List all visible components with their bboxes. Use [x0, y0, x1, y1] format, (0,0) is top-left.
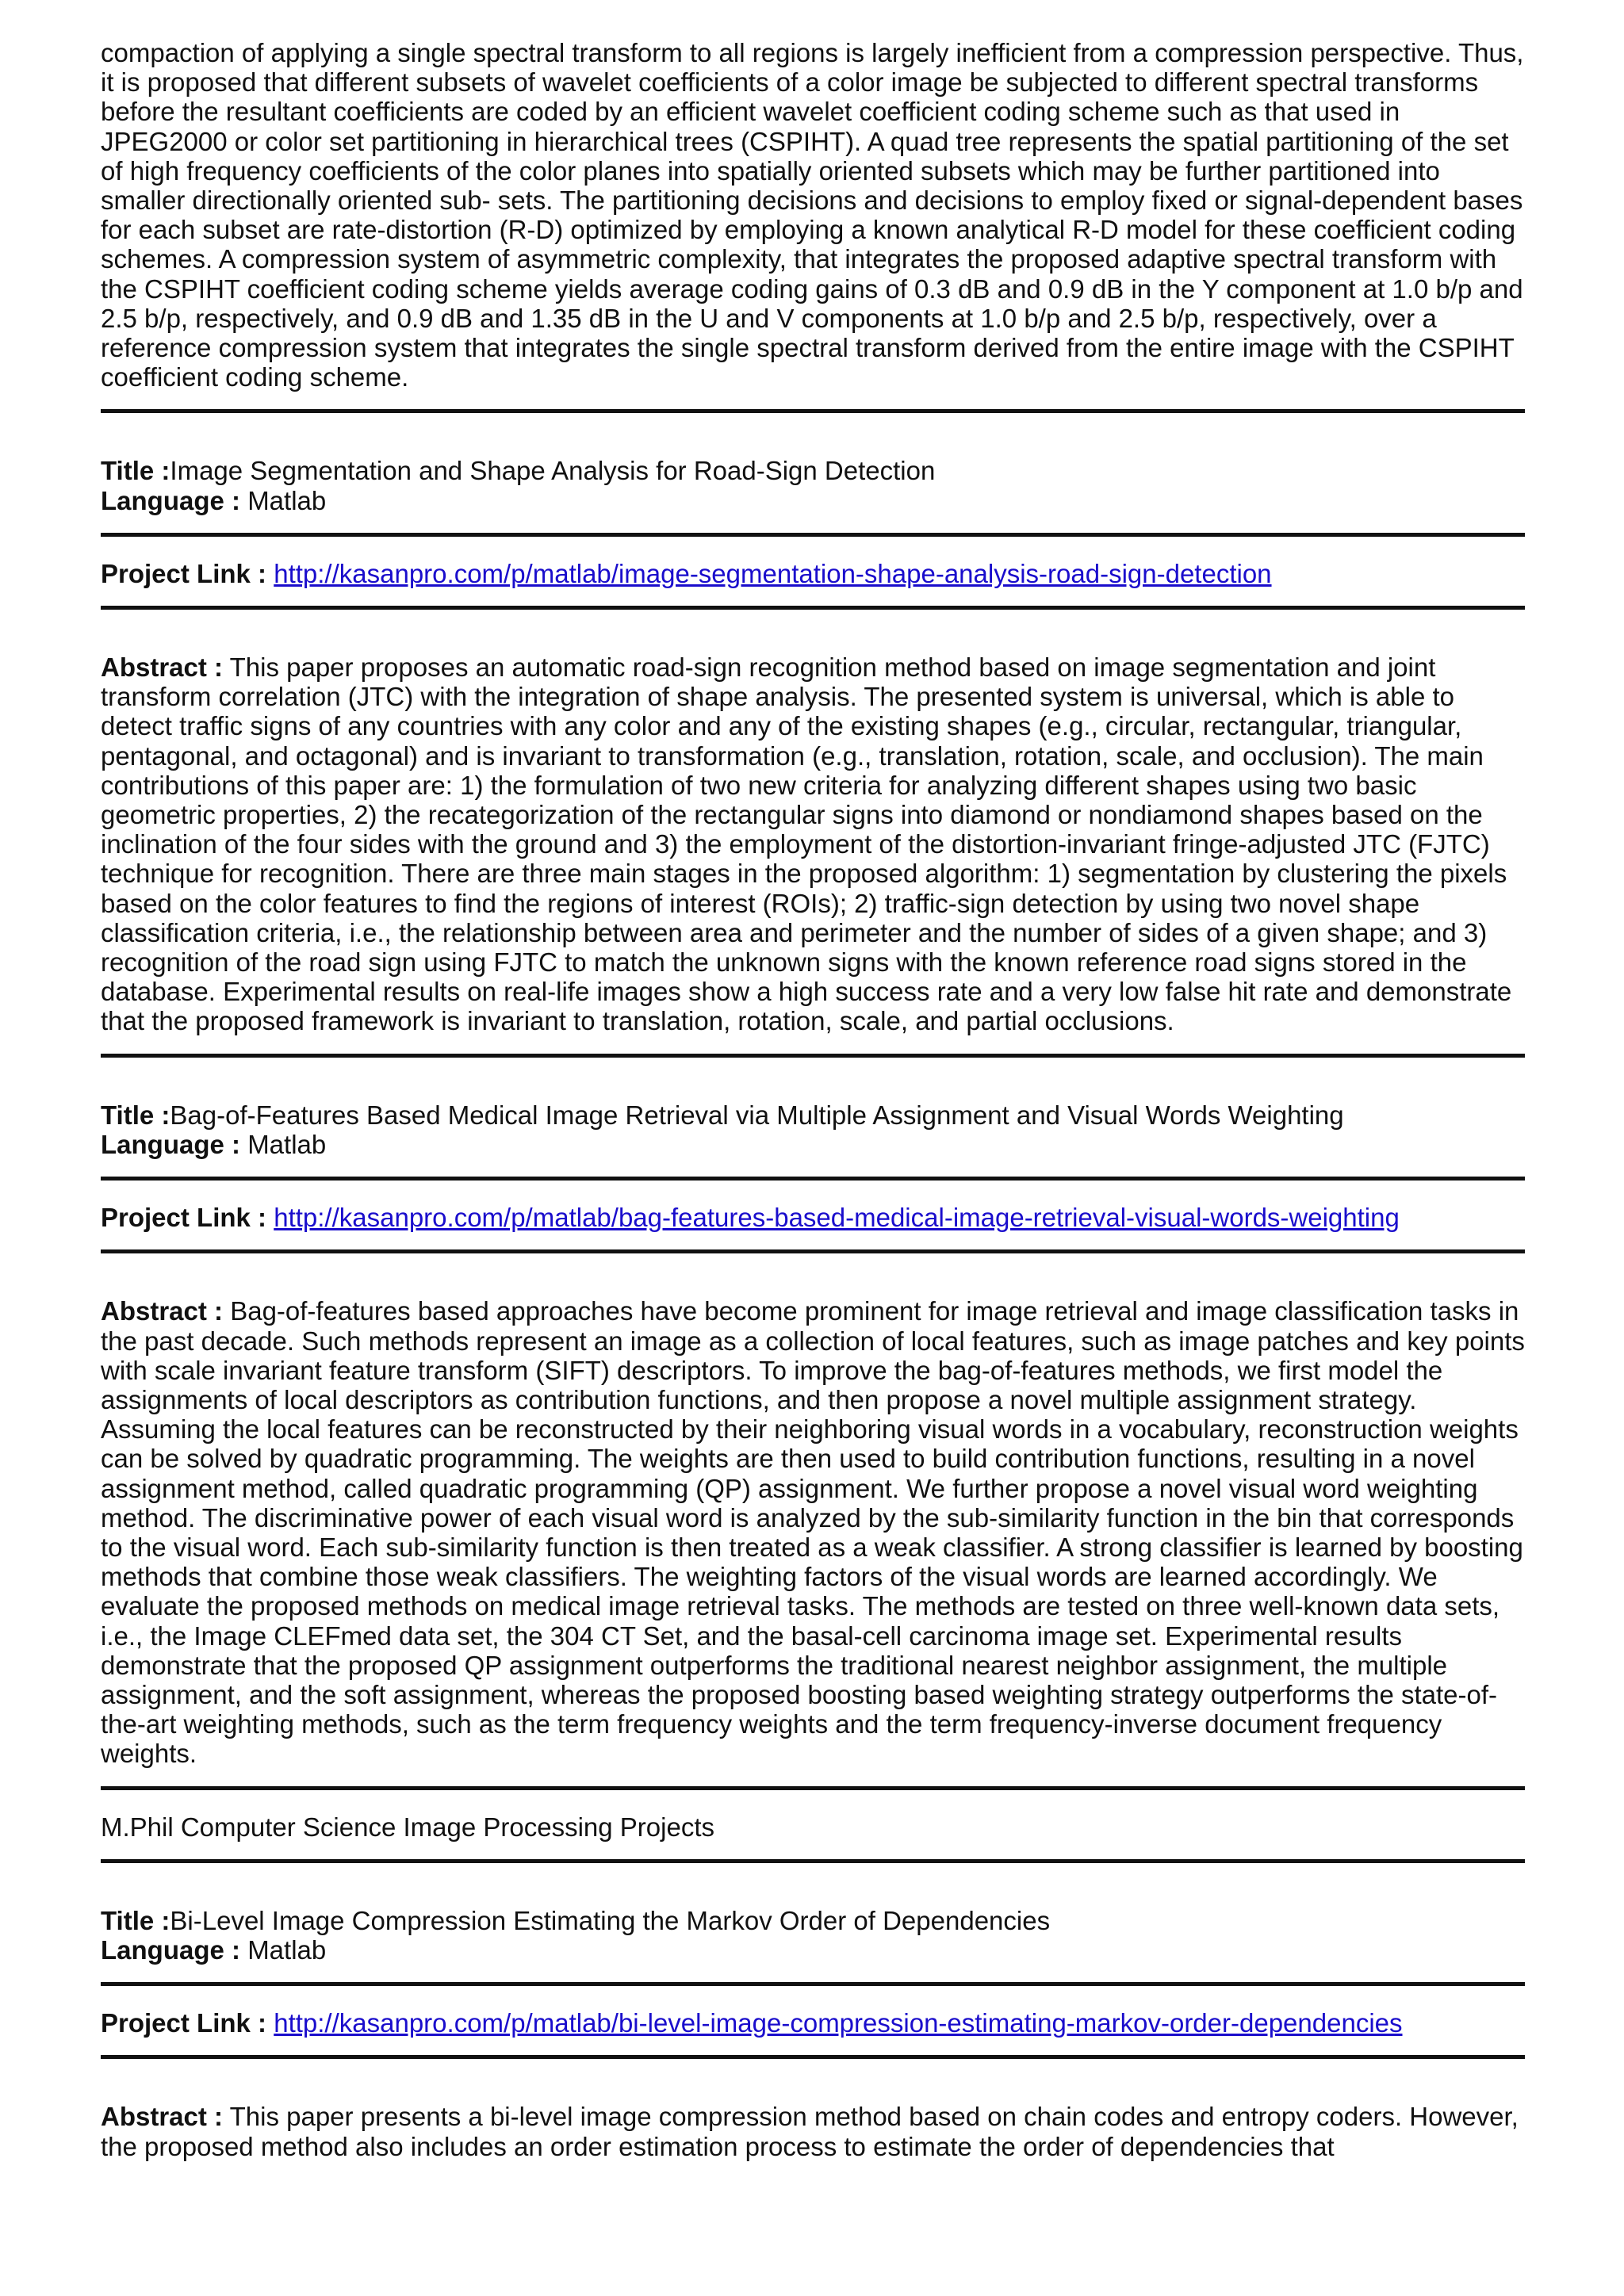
- intro-paragraph: compaction of applying a single spectral transform to all regions is largely inefficient from a compression perspective. Thus, it is proposed that different subsets of wavelet coefficients of a color image be subjected to different spectral transforms before the resultant coefficients are coded by an efficient wavelet coefficient coding scheme such as that used in JPEG2000 or color set partitioning in hierarchical trees (CSPIHT). A quad tree represents the spatial partitioning of the set of high frequency coefficients of the color planes into spatially oriented subsets which may be further partitioned into smaller directionally oriented sub- sets. The partitioning decisions and decisions to employ fixed or signal-dependent bases for each subset are rate-distortion (R-D) optimized by employing a known analytical R-D model for these coefficient coding schemes. A compression system of asymmetric complexity, that integrates the proposed adaptive spectral transform with the CSPIHT coefficient coding scheme yields average coding gains of 0.3 dB and 0.9 dB in the Y component at 1.0 b/p and 2.5 b/p, respectively, and 0.9 dB and 1.35 dB in the U and V components at 1.0 b/p and 2.5 b/p, respectively, over a reference compression system that integrates the single spectral transform derived from the entire image with the CSPIHT coefficient coding scheme.: [101, 38, 1524, 392]
- project-link[interactable]: http://kasanpro.com/p/matlab/image-segmentation-shape-analysis-road-sign-detection: [274, 558, 1272, 588]
- project-entry: [101, 456, 1525, 1057]
- project-link-label: Project Link :: [101, 558, 267, 588]
- language-label: Language :: [101, 1934, 241, 1965]
- project-link-label: Project Link :: [101, 1203, 267, 1233]
- project-link-line: [101, 2008, 1525, 2038]
- abstract-label: Abstract :: [101, 2102, 224, 2132]
- abstract-text: Bag-of-features based approaches have become prominent for image retrieval and image classification tasks in the past decade. Such methods represent an image as a collection of local features, such as image patches and key points with scale invariant feature transform (SIFT) descriptors. To improve the bag-of-features methods, we first model the assignments of local descriptors as contribution functions, and then propose a novel multiple assignment strategy. Assuming the local features can be reconstructed by their neighboring visual words in a vocabulary, reconstruction weights can be solved by quadratic programming. The weights are then used to build contribution functions, resulting in a novel assignment method, called quadratic programming (QP) assignment. We further propose a novel visual word weighting method. The discriminative power of each visual word is analyzed by the sub-similarity function in the bin that corresponds to the visual word. Each sub-similarity function is then treated as a weak classifier. A strong classifier is learned by boosting methods that combine those weak classifiers. The weighting factors of the visual words are learned accordingly. We evaluate the proposed methods on medical image retrieval tasks. The methods are tested on three well-known data sets, i.e., the Image CLEFmed data set, the 304 CT Set, and the basal-cell carcinoma image set. Experimental results demonstrate that the proposed QP assignment outperforms the traditional nearest neighbor assignment, the multiple assignment, and the soft assignment, whereas the proposed boosting based weighting strategy outperforms the state-of-the-art weighting methods, such as the term frequency weights and the term frequency-inverse document frequency weights.: [101, 1296, 1525, 1769]
- project-link[interactable]: http://kasanpro.com/p/matlab/bag-features-based-medical-image-retrieval-visual-words-weighting: [274, 1203, 1400, 1233]
- abstract-text: This paper proposes an automatic road-sign recognition method based on image segmentation and joint transform correlation (JTC) with the integration of shape analysis. The presented system is universal, which is able to detect traffic signs of any countries with any color and any of the existing shapes (e.g., circular, rectangular, triangular, pentagonal, and octagonal) and is invariant to transformation (e.g., translation, rotation, scale, and occlusion). The main contributions of this paper are: 1) the formulation of two new criteria for analyzing different shapes using two basic geometric properties, 2) the recategorization of the rectangular signs into diamond or nondiamond shapes based on the inclination of the four sides with the ground and 3) the employment of the distortion-invariant fringe-adjusted JTC (FJTC) technique for recognition. There are three main stages in the proposed algorithm: 1) segmentation by clustering the pixels based on the color features to find the regions of interest (ROIs); 2) traffic-sign detection by using two novel shape classification criteria, i.e., the relationship between area and perimeter and the number of sides of a given shape; and 3) recognition of the road sign using FJTC to match the unknown signs with the known reference road signs stored in the database. Experimental results on real-life images show a high success rate and a very low false hit rate and demonstrate that the proposed framework is invariant to translation, rotation, scale, and partial occlusions.: [101, 652, 1512, 1036]
- project-title: Image Segmentation and Shape Analysis for Road-Sign Detection: [170, 456, 936, 486]
- project-language: Matlab: [247, 1129, 327, 1159]
- project-language: Matlab: [247, 1934, 327, 1965]
- document-page: [101, 38, 1525, 2161]
- abstract-label: Abstract :: [101, 652, 224, 683]
- project-entry: [101, 1906, 1525, 2161]
- project-language-line: [101, 1130, 1525, 1159]
- project-link-label: Project Link :: [101, 2008, 267, 2038]
- project-title: Bag-of-Features Based Medical Image Retrieval via Multiple Assignment and Visual Words Weighting: [170, 1100, 1344, 1130]
- project-abstract: [101, 1296, 1525, 1768]
- project-abstract: [101, 2102, 1525, 2160]
- project-title-line: [101, 456, 1525, 485]
- title-label: Title :: [101, 456, 170, 486]
- abstract-label: Abstract :: [101, 1296, 224, 1326]
- project-link-line: [101, 559, 1525, 588]
- abstract-text: This paper presents a bi-level image compression method based on chain codes and entropy coders. However, the proposed method also includes an order estimation process to estimate the order of dependencies that: [101, 2102, 1519, 2161]
- project-language-line: [101, 1935, 1525, 1965]
- project-title-line: [101, 1100, 1525, 1130]
- title-label: Title :: [101, 1905, 170, 1935]
- project-language: Matlab: [247, 485, 327, 515]
- language-label: Language :: [101, 1129, 241, 1159]
- project-link-line: [101, 1203, 1525, 1232]
- title-label: Title :: [101, 1100, 170, 1130]
- language-label: Language :: [101, 485, 241, 515]
- project-link[interactable]: http://kasanpro.com/p/matlab/bi-level-image-compression-estimating-markov-order-dependencies: [274, 2008, 1403, 2038]
- project-abstract: [101, 652, 1525, 1036]
- project-title-line: [101, 1906, 1525, 1935]
- project-title: Bi-Level Image Compression Estimating the Markov Order of Dependencies: [170, 1905, 1051, 1935]
- section-heading: M.Phil Computer Science Image Processing Projects: [101, 1812, 714, 1842]
- project-language-line: [101, 486, 1525, 515]
- project-entry: [101, 1100, 1525, 1790]
